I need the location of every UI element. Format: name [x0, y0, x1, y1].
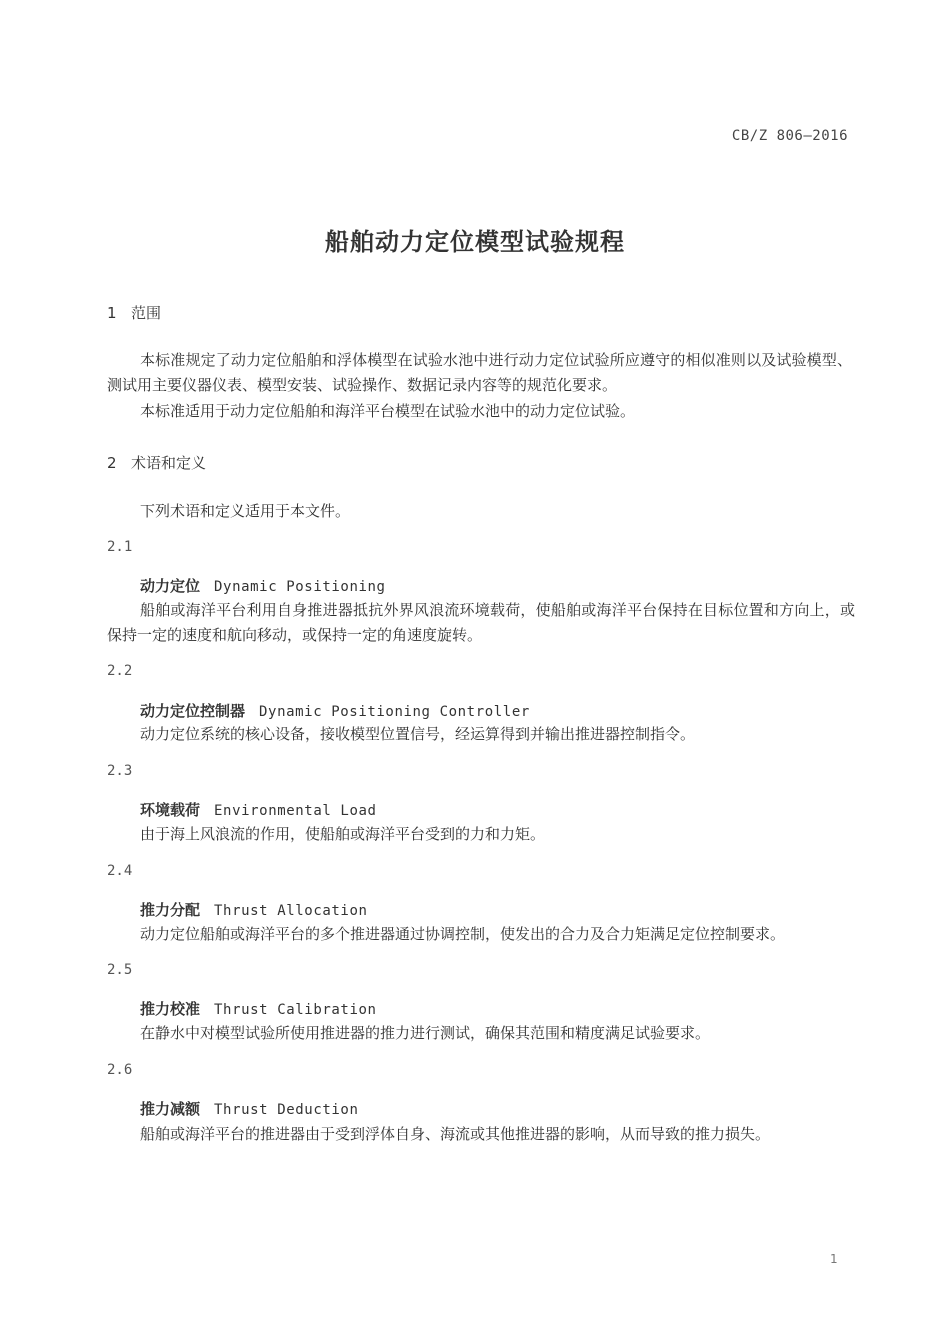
term-number: 2.6 — [107, 1062, 133, 1078]
term-number: 2.2 — [107, 663, 133, 679]
section-title: 术语和定义 — [131, 454, 207, 472]
section-number: 2 — [107, 454, 117, 472]
term-chinese: 推力分配 — [140, 901, 201, 919]
page-number: 1 — [830, 1252, 838, 1266]
term-definition: 船舶或海洋平台利用自身推进器抵抗外界风浪流环境载荷，使船舶或海洋平台保持在目标位置和方向上，或保持一定的速度和航向移动，或保持一定的角速度旋转。 — [107, 601, 855, 644]
term-chinese: 环境载荷 — [140, 801, 201, 819]
section-1-heading — [107, 302, 161, 323]
term-heading — [140, 799, 377, 820]
term-number: 2.4 — [107, 863, 133, 879]
term-chinese: 推力校准 — [140, 1000, 201, 1018]
term-english: Thrust Calibration — [214, 1002, 377, 1018]
document-title: 船舶动力定位模型试验规程 — [325, 228, 625, 256]
term-heading — [140, 1098, 358, 1119]
term-heading — [140, 998, 377, 1019]
term-heading — [140, 700, 530, 721]
term-definition: 由于海上风浪流的作用，使船舶或海洋平台受到的力和力矩。 — [140, 825, 546, 843]
terms-intro: 下列术语和定义适用于本文件。 — [140, 502, 351, 520]
term-heading — [140, 899, 368, 920]
term-number: 2.5 — [107, 962, 133, 978]
term-english: Thrust Allocation — [214, 903, 368, 919]
standard-code: CB/Z 806—2016 — [731, 128, 848, 144]
term-definition: 船舶或海洋平台的推进器由于受到浮体自身、海流或其他推进器的影响，从而导致的推力损失。 — [140, 1125, 771, 1143]
term-english: Dynamic Positioning Controller — [259, 704, 530, 720]
term-english: Environmental Load — [214, 803, 377, 819]
term-definition: 动力定位船舶或海洋平台的多个推进器通过协调控制，使发出的合力及合力矩满足定位控制要求。 — [140, 925, 786, 943]
term-heading — [140, 575, 386, 596]
term-english: Dynamic Positioning — [214, 579, 386, 595]
section-2-heading — [107, 452, 206, 473]
scope-paragraph-1: 本标准规定了动力定位船舶和浮体模型在试验水池中进行动力定位试验所应遵守的相似准则以及试验模型、测试用主要仪器仪表、模型安装、试验操作、数据记录内容等的规范化要求。 — [107, 351, 852, 394]
term-definition: 动力定位系统的核心设备，接收模型位置信号，经运算得到并输出推进器控制指令。 — [140, 725, 696, 743]
term-chinese: 动力定位控制器 — [140, 702, 246, 720]
term-number: 2.1 — [107, 539, 133, 555]
term-number: 2.3 — [107, 763, 133, 779]
term-chinese: 动力定位 — [140, 577, 201, 595]
scope-paragraph-2: 本标准适用于动力定位船舶和海洋平台模型在试验水池中的动力定位试验。 — [140, 402, 636, 420]
section-title: 范围 — [131, 304, 162, 322]
term-english: Thrust Deduction — [214, 1102, 359, 1118]
term-chinese: 推力减额 — [140, 1100, 201, 1118]
term-definition: 在静水中对模型试验所使用推进器的推力进行测试，确保其范围和精度满足试验要求。 — [140, 1024, 711, 1042]
section-number: 1 — [107, 304, 117, 322]
